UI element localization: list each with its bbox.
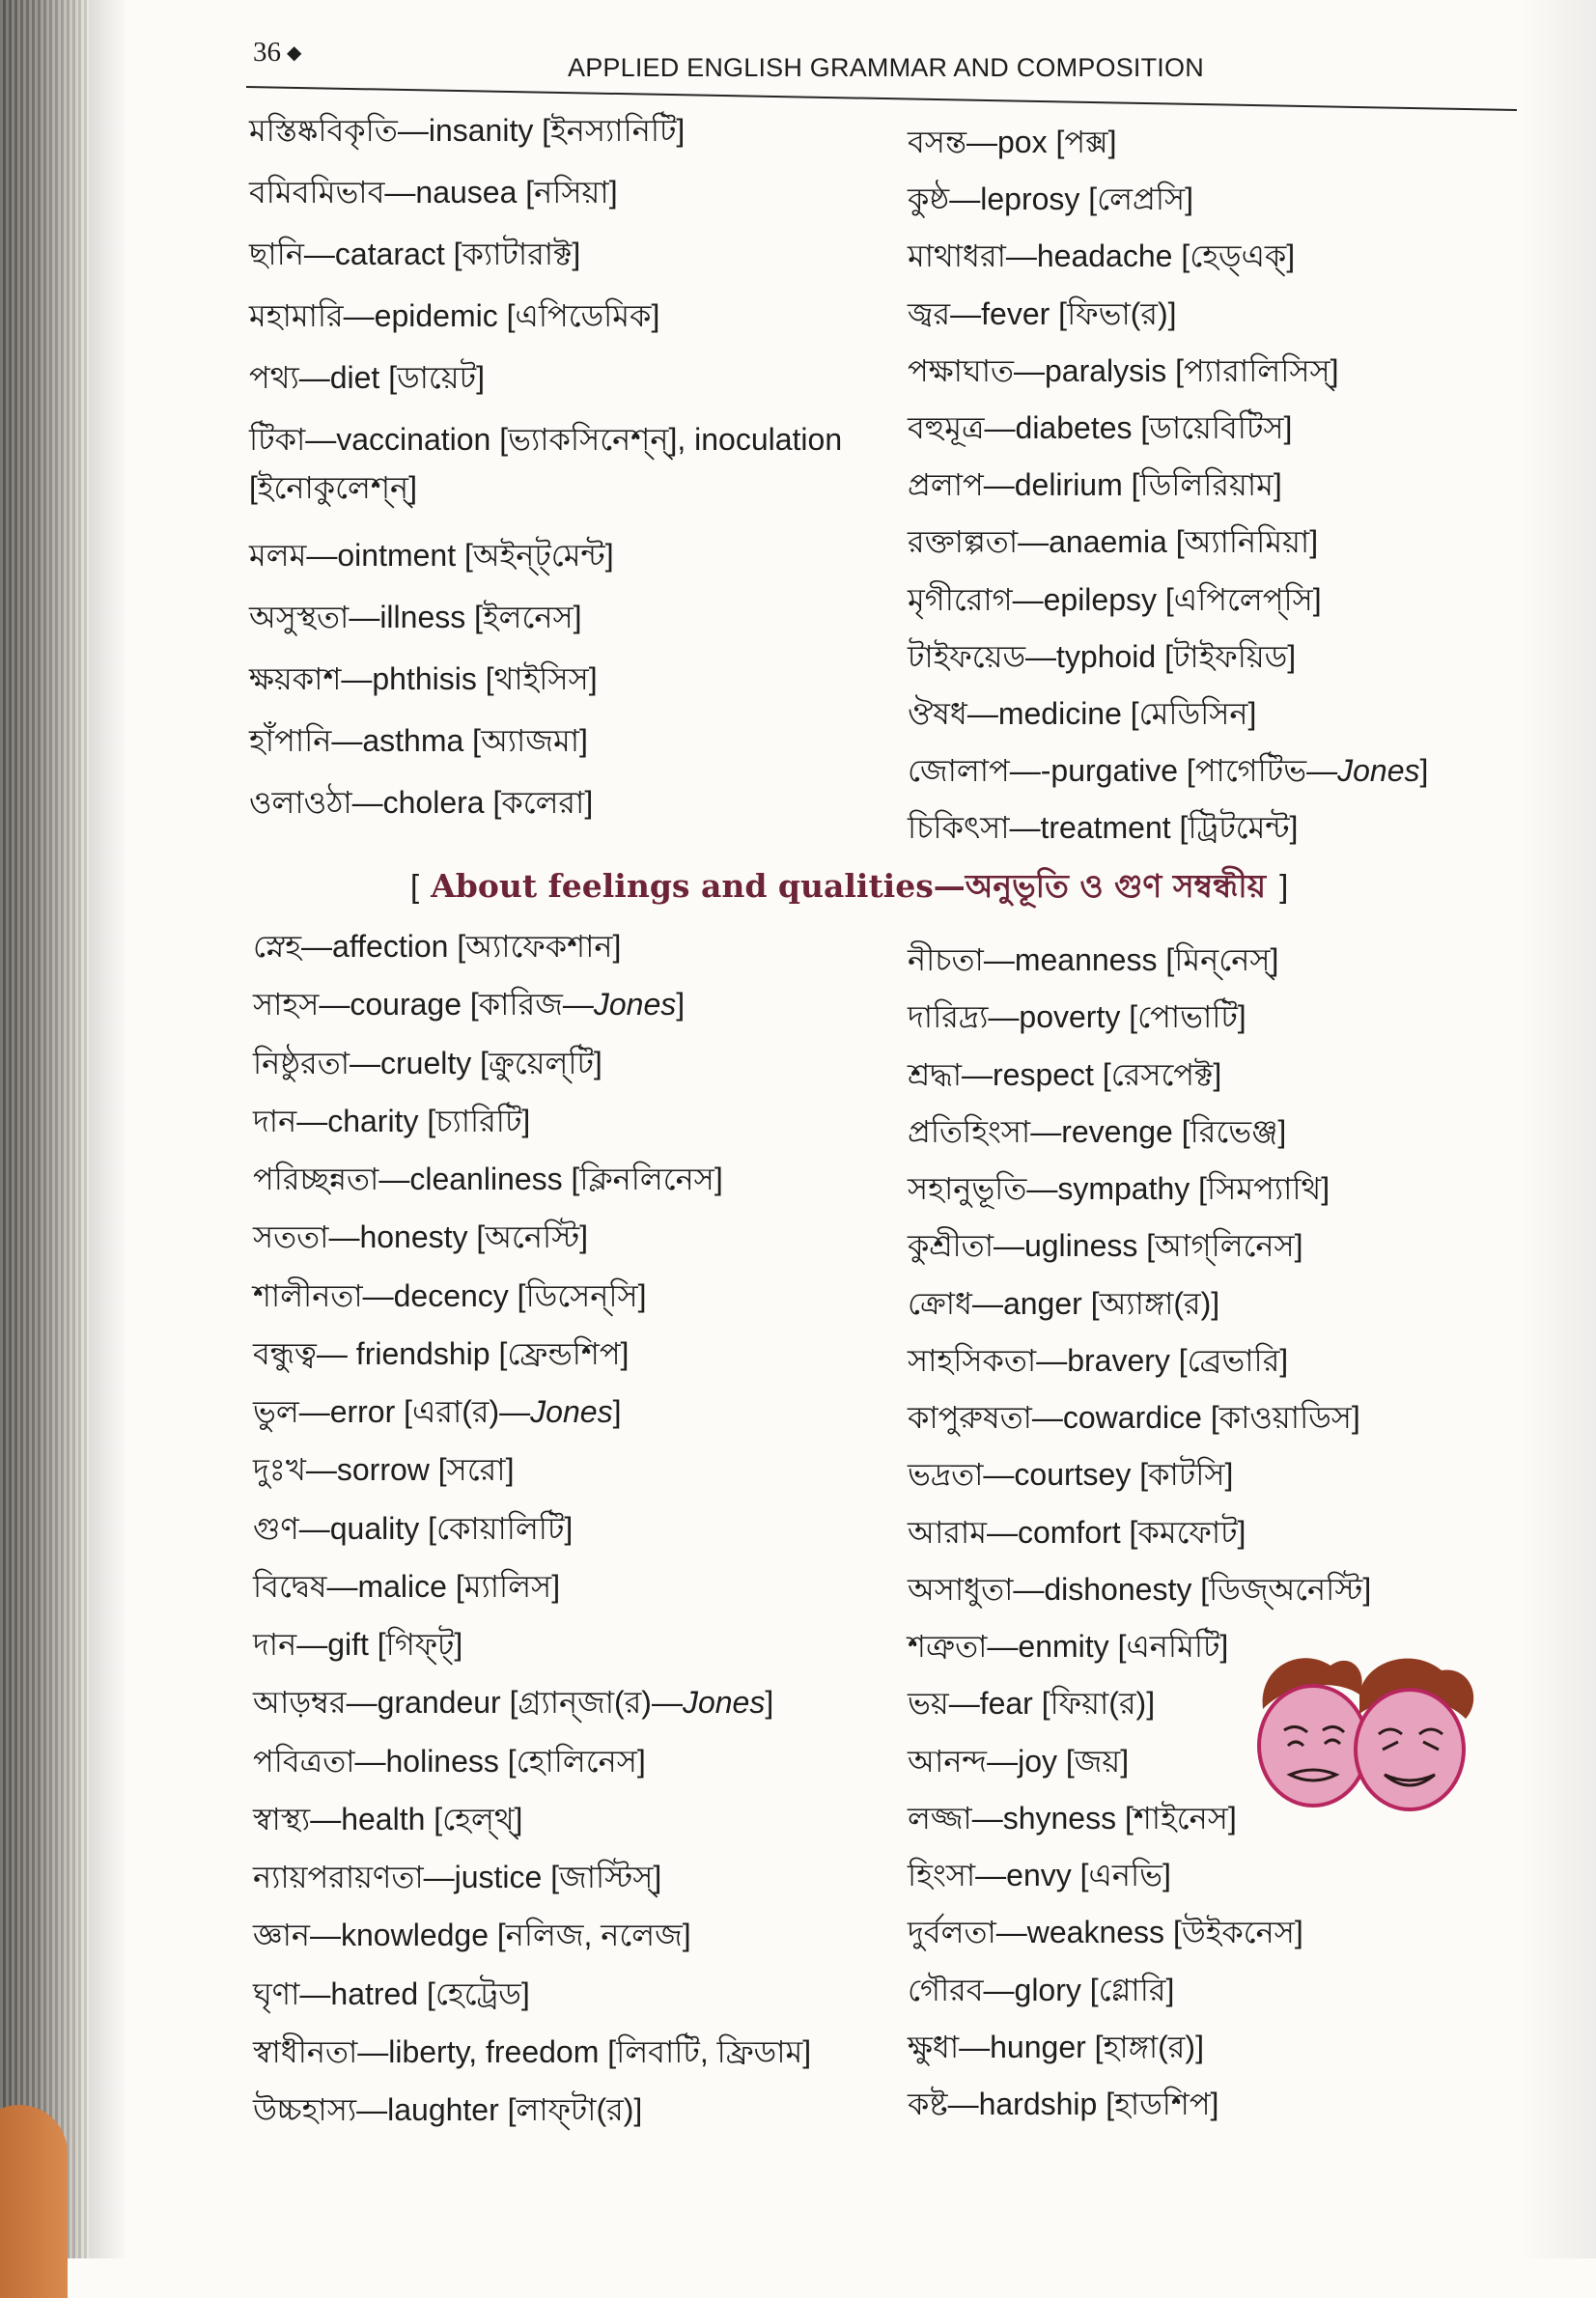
medical-terms-right-column — [908, 114, 1428, 856]
entry-text: ভয়—fear [ফিয়া(র)] — [908, 1686, 1156, 1722]
entry-text: মহামারি—epidemic [এপিডেমিক] — [249, 298, 660, 333]
vocabulary-entry — [908, 514, 1428, 571]
book-page-edges — [0, 0, 89, 2258]
entry-text: বমিবমিভাব—nausea [নসিয়া] — [249, 175, 618, 210]
entry-line — [249, 771, 842, 833]
entry-text: স্বাধীনতা—liberty, freedom [লিবাটি, ফ্রিডাম] — [253, 2033, 812, 2069]
vocabulary-entry — [908, 1446, 1371, 1503]
entry-line — [253, 2023, 811, 2081]
entry-text: ভুল—error [এরা(র)— — [253, 1394, 531, 1429]
heading-open-bracket: [ — [410, 868, 420, 904]
entry-line — [908, 114, 1428, 171]
entry-text: আড়ম্বর—grandeur [গ্র্যান্‌জা(র)— — [253, 1685, 683, 1721]
vocabulary-entry — [253, 1441, 811, 1499]
entry-text: দারিদ্র্য—poverty [পোভাটি] — [908, 999, 1246, 1035]
entry-closing-bracket: ] — [612, 1394, 622, 1429]
vocabulary-entry — [249, 285, 842, 347]
entry-text: রক্তাল্পতা—anaemia [অ্যানিমিয়া] — [908, 524, 1319, 560]
entry-line — [253, 1034, 811, 1092]
entry-text: দুঃখ—sorrow [সরো] — [253, 1452, 515, 1488]
entry-line — [908, 1504, 1371, 1561]
entry-text: পবিত্রতা—holiness [হোলিনেস] — [253, 1743, 646, 1779]
entry-line — [253, 1383, 811, 1441]
entry-line — [908, 2019, 1371, 2076]
entry-text: ওলাওঠা—cholera [কলেরা] — [249, 785, 594, 820]
thumb-holding-page — [0, 2105, 68, 2298]
entry-text: গুণ—quality [কোয়ালিটি] — [253, 1510, 574, 1546]
vocabulary-entry — [908, 1275, 1371, 1332]
vocabulary-entry — [908, 743, 1428, 799]
vocabulary-entry — [253, 1499, 811, 1557]
vocabulary-entry — [908, 989, 1371, 1046]
entry-line — [253, 1150, 811, 1208]
entry-line — [253, 1965, 811, 2023]
entry-text: বসন্ত—pox [পক্স] — [908, 125, 1117, 159]
entry-line — [249, 285, 842, 347]
vocabulary-entry — [908, 457, 1428, 514]
entry-line — [249, 99, 842, 161]
entry-text: জোলাপ—-purgative [পাগেটিভ— — [908, 753, 1338, 789]
vocabulary-entry — [908, 2019, 1371, 2076]
vocabulary-entry — [908, 171, 1428, 228]
entry-closing-bracket: ] — [765, 1685, 774, 1721]
entry-line — [908, 1904, 1371, 1961]
vocabulary-entry — [249, 771, 842, 833]
entry-line — [908, 171, 1428, 228]
vocabulary-entry — [253, 1615, 811, 1673]
vocabulary-entry — [249, 524, 842, 586]
vocabulary-entry — [253, 1906, 811, 1964]
entry-text: জ্বর—fever [ফিভা(র)] — [908, 295, 1177, 331]
entry-text: অসুস্থতা—illness [ইলনেস] — [249, 600, 582, 634]
entry-text: কষ্ট—hardship [হাডশিপ] — [908, 2087, 1219, 2121]
heading-bengali: —অনুভূতি ও গুণ সম্বন্ধীয় — [933, 867, 1267, 905]
entry-text: পরিচ্ছন্নতা—cleanliness [ক্লিনলিনেস] — [253, 1162, 723, 1196]
vocabulary-entry — [253, 1383, 811, 1441]
entry-line — [908, 514, 1428, 571]
entry-text: ক্রোধ—anger [অ্যাঙ্গা(র)] — [908, 1285, 1220, 1321]
entry-line — [908, 989, 1371, 1046]
entry-text: ঔষধ—medicine [মেডিসিন] — [908, 695, 1257, 731]
entry-line — [253, 1208, 811, 1266]
entry-text: দুর্বলতা—weakness [উইকনেস] — [908, 1915, 1303, 1950]
entry-line — [253, 1499, 811, 1557]
entry-line — [908, 457, 1428, 514]
vocabulary-entry — [253, 1208, 811, 1266]
vocabulary-entry — [253, 2023, 811, 2081]
entry-source-reference: Jones — [1337, 753, 1420, 789]
vocabulary-entry — [908, 932, 1371, 989]
vocabulary-entry — [253, 1732, 811, 1790]
vocabulary-entry — [253, 1267, 811, 1325]
entry-line — [908, 1847, 1371, 1904]
entry-text: ঘৃণা—hatred [হেট্রেড] — [253, 1976, 530, 2011]
entry-line — [908, 286, 1428, 343]
entry-text: লজ্জা—shyness [শাইনেস] — [908, 1800, 1237, 1836]
entry-text: ভদ্রতা—courtsey [কাটসি] — [908, 1457, 1234, 1493]
entry-text: আনন্দ—joy [জয়] — [908, 1743, 1130, 1779]
entry-text: প্রতিহিংসা—revenge [রিভেঞ্জ] — [908, 1113, 1287, 1149]
entry-continuation-line: [ইনোকুলেশ্‌ন্‌] — [249, 470, 418, 505]
vocabulary-entry — [249, 586, 842, 648]
vocabulary-entry — [908, 1561, 1371, 1618]
entry-text: কুশ্রীতা—ugliness [আগ্‌লিনেস] — [908, 1228, 1303, 1264]
entry-text: দান—gift [গিফ্‌ট্‌] — [253, 1627, 463, 1662]
vocabulary-entry — [908, 1104, 1371, 1161]
entry-line — [908, 686, 1428, 743]
entry-text: স্নেহ—affection [অ্যাফেকশান] — [253, 929, 622, 964]
entry-source-reference: Jones — [530, 1394, 613, 1429]
vocabulary-entry — [908, 1161, 1371, 1218]
entry-text: ক্ষুধা—hunger [হাঙ্গা(র)] — [908, 2029, 1204, 2064]
entry-line — [253, 1325, 811, 1383]
entry-line — [253, 917, 811, 975]
entry-text: নীচতা—meanness [মিন্‌নেস্‌] — [908, 942, 1279, 977]
entry-line — [253, 1267, 811, 1325]
vocabulary-entry — [253, 1325, 811, 1383]
vocabulary-entry — [249, 161, 842, 223]
entry-text: ছানি—cataract [ক্যাটারাক্ট] — [249, 237, 581, 271]
entry-text: বিদ্বেষ—malice [ম্যালিস] — [253, 1568, 561, 1604]
entry-line — [908, 572, 1428, 629]
entry-line — [249, 524, 842, 586]
entry-line — [908, 1218, 1371, 1275]
entry-text: হিংসা—envy [এনভি] — [908, 1858, 1171, 1892]
entry-line — [908, 1446, 1371, 1503]
entry-text: শালীনতা—decency [ডিসেন্‌সি] — [253, 1277, 647, 1313]
section-heading — [410, 859, 1288, 913]
vocabulary-entry — [253, 1965, 811, 2023]
entry-text: হাঁপানি—asthma [অ্যাজমা] — [249, 723, 588, 758]
entry-text: মলম—ointment [অইন্‌ট্‌মেন্ট] — [249, 538, 614, 573]
entry-line — [908, 1104, 1371, 1161]
entry-line — [253, 1557, 811, 1615]
entry-source-reference: Jones — [682, 1685, 766, 1721]
entry-text: নিষ্ঠুরতা—cruelty [ক্রুয়েল্‌টি] — [253, 1045, 602, 1080]
entry-text: দান—charity [চ্যারিটি] — [253, 1103, 531, 1138]
entry-closing-bracket: ] — [676, 987, 686, 1023]
vocabulary-entry — [908, 1389, 1371, 1446]
vocabulary-entry — [908, 799, 1428, 856]
entry-text: জ্ঞান—knowledge [নলিজ, নলেজ] — [253, 1918, 691, 1953]
vocabulary-entry — [249, 99, 842, 161]
vocabulary-entry — [908, 1847, 1371, 1904]
entry-source-reference: Jones — [593, 987, 677, 1023]
entry-line — [249, 347, 842, 408]
vocabulary-entry — [253, 1092, 811, 1150]
theatre-masks-icon — [1234, 1641, 1485, 1825]
vocabulary-entry — [908, 114, 1428, 171]
entry-line — [908, 1561, 1371, 1618]
running-title: APPLIED ENGLISH GRAMMAR AND COMPOSITION — [568, 53, 1204, 82]
entry-line — [908, 1962, 1371, 2019]
entry-line — [253, 1441, 811, 1499]
entry-line — [249, 415, 842, 463]
vocabulary-entry — [908, 1504, 1371, 1561]
entry-line — [908, 1389, 1371, 1446]
entry-line — [253, 2081, 811, 2139]
page-number-text: 36 — [253, 37, 281, 68]
entry-text: সাহস—courage [কারিজ— — [253, 987, 594, 1023]
entry-line — [253, 1732, 811, 1790]
entry-line — [908, 629, 1428, 686]
entry-line — [249, 710, 842, 771]
entry-line — [249, 161, 842, 223]
vocabulary-entry — [253, 1673, 811, 1731]
vocabulary-entry — [253, 975, 811, 1033]
vocabulary-entry — [249, 223, 842, 285]
entry-line — [908, 1047, 1371, 1104]
entry-line — [253, 1615, 811, 1673]
vocabulary-entry — [253, 917, 811, 975]
entry-closing-bracket: ] — [1419, 753, 1429, 789]
vocabulary-entry — [249, 710, 842, 771]
entry-text: চিকিৎসা—treatment [ট্রিটমেন্ট] — [908, 810, 1299, 846]
entry-line — [908, 932, 1371, 989]
page-number — [253, 35, 301, 70]
entry-line — [908, 2076, 1371, 2133]
entry-line — [253, 975, 811, 1033]
entry-text: অসাধুতা—dishonesty [ডিজ্‌অনেস্টি] — [908, 1571, 1372, 1607]
entry-text: টাইফয়েড—typhoid [টাইফয়িড] — [908, 638, 1297, 674]
vocabulary-entry — [249, 347, 842, 408]
vocabulary-entry — [249, 648, 842, 710]
entry-text: পক্ষাঘাত—paralysis [প্যারালিসিস্‌] — [908, 352, 1339, 388]
entry-line — [249, 648, 842, 710]
entry-text: কুষ্ঠ—leprosy [লেপ্রসি] — [908, 182, 1194, 217]
entry-text: শত্রুতা—enmity [এনমিটি] — [908, 1629, 1229, 1664]
vocabulary-entry — [253, 1557, 811, 1615]
entry-line — [908, 743, 1428, 799]
entry-text: সততা—honesty [অনেস্টি] — [253, 1219, 589, 1255]
entry-text: টিকা—vaccination [ভ্যাকসিনেশ্‌ন্‌], inoculation — [249, 422, 843, 457]
entry-line — [908, 1332, 1371, 1389]
entry-line — [253, 1848, 811, 1906]
entry-text: গৌরব—glory [গ্লোরি] — [908, 1972, 1175, 2007]
vocabulary-entry — [908, 2076, 1371, 2133]
entry-text: মৃগীরোগ—epilepsy [এপিলেপ্‌সি] — [908, 581, 1322, 617]
entry-line — [253, 1906, 811, 1964]
gutter-shadow — [89, 0, 127, 2258]
entry-line — [253, 1673, 811, 1731]
vocabulary-entry — [908, 686, 1428, 743]
entry-text: উচ্চহাস্য—laughter [লাফ্‌টা(র)] — [253, 2092, 643, 2127]
vocabulary-entry — [253, 1150, 811, 1208]
entry-line — [249, 586, 842, 648]
entry-line — [908, 400, 1428, 457]
entry-text: বহুমূত্র—diabetes [ডায়েবিটিস] — [908, 409, 1293, 445]
right-margin-shade — [1519, 0, 1596, 2258]
entry-line — [253, 1092, 811, 1150]
heading-english: About feelings and qualities — [431, 867, 934, 905]
entry-line — [249, 223, 842, 285]
vocabulary-entry — [908, 1218, 1371, 1275]
vocabulary-entry — [253, 2081, 811, 2139]
vocabulary-entry — [908, 1047, 1371, 1104]
diamond-icon: ◆ — [287, 42, 302, 64]
entry-line — [908, 1275, 1371, 1332]
entry-text: মাথাধরা—headache [হেড্‌এক্‌] — [908, 238, 1296, 274]
entry-text: আরাম—comfort [কমফোট] — [908, 1514, 1246, 1550]
entry-line — [908, 343, 1428, 400]
feelings-left-column — [253, 917, 811, 2139]
entry-line — [908, 799, 1428, 856]
vocabulary-entry — [253, 1034, 811, 1092]
entry-line — [908, 1161, 1371, 1218]
entry-line — [253, 1790, 811, 1848]
vocabulary-entry — [908, 1332, 1371, 1389]
entry-text: শ্রদ্ধা—respect [রেসপেক্ট] — [908, 1056, 1222, 1092]
entry-text: সাহসিকতা—bravery [ব্রেভারি] — [908, 1342, 1289, 1378]
entry-text: ন্যায়পরায়ণতা—justice [জাস্টিস্‌] — [253, 1860, 662, 1894]
feelings-right-column — [908, 932, 1371, 2133]
vocabulary-entry — [249, 408, 842, 524]
entry-text: সহানুভূতি—sympathy [সিমপ্যাথি] — [908, 1171, 1330, 1206]
vocabulary-entry — [908, 286, 1428, 343]
heading-close-bracket: ] — [1279, 868, 1289, 904]
vocabulary-entry — [908, 343, 1428, 400]
vocabulary-entry — [908, 629, 1428, 686]
vocabulary-entry — [253, 1790, 811, 1848]
entry-text: কাপুরুষতা—cowardice [কাওয়াডিস] — [908, 1400, 1360, 1435]
vocabulary-entry — [908, 228, 1428, 285]
entry-text: বন্ধুত্ব— friendship [ফ্রেন্ডশিপ] — [253, 1335, 630, 1371]
vocabulary-entry — [908, 1962, 1371, 2019]
vocabulary-entry — [908, 572, 1428, 629]
vocabulary-entry — [908, 400, 1428, 457]
entry-text: প্রলাপ—delirium [ডিলিরিয়াম] — [908, 467, 1282, 503]
entry-line — [908, 228, 1428, 285]
entry-text: মস্তিষ্কবিকৃতি—insanity [ইনস্যানিটি] — [249, 113, 686, 148]
entry-text: স্বাস্থ্য—health [হেল্‌থ্‌] — [253, 1801, 523, 1836]
entry-text: পথ্য—diet [ডায়েট] — [249, 360, 485, 395]
vocabulary-entry — [908, 1904, 1371, 1961]
vocabulary-entry — [253, 1848, 811, 1906]
entry-text: ক্ষয়কাশ—phthisis [থাইসিস] — [249, 661, 598, 696]
medical-terms-left-column — [249, 99, 842, 833]
